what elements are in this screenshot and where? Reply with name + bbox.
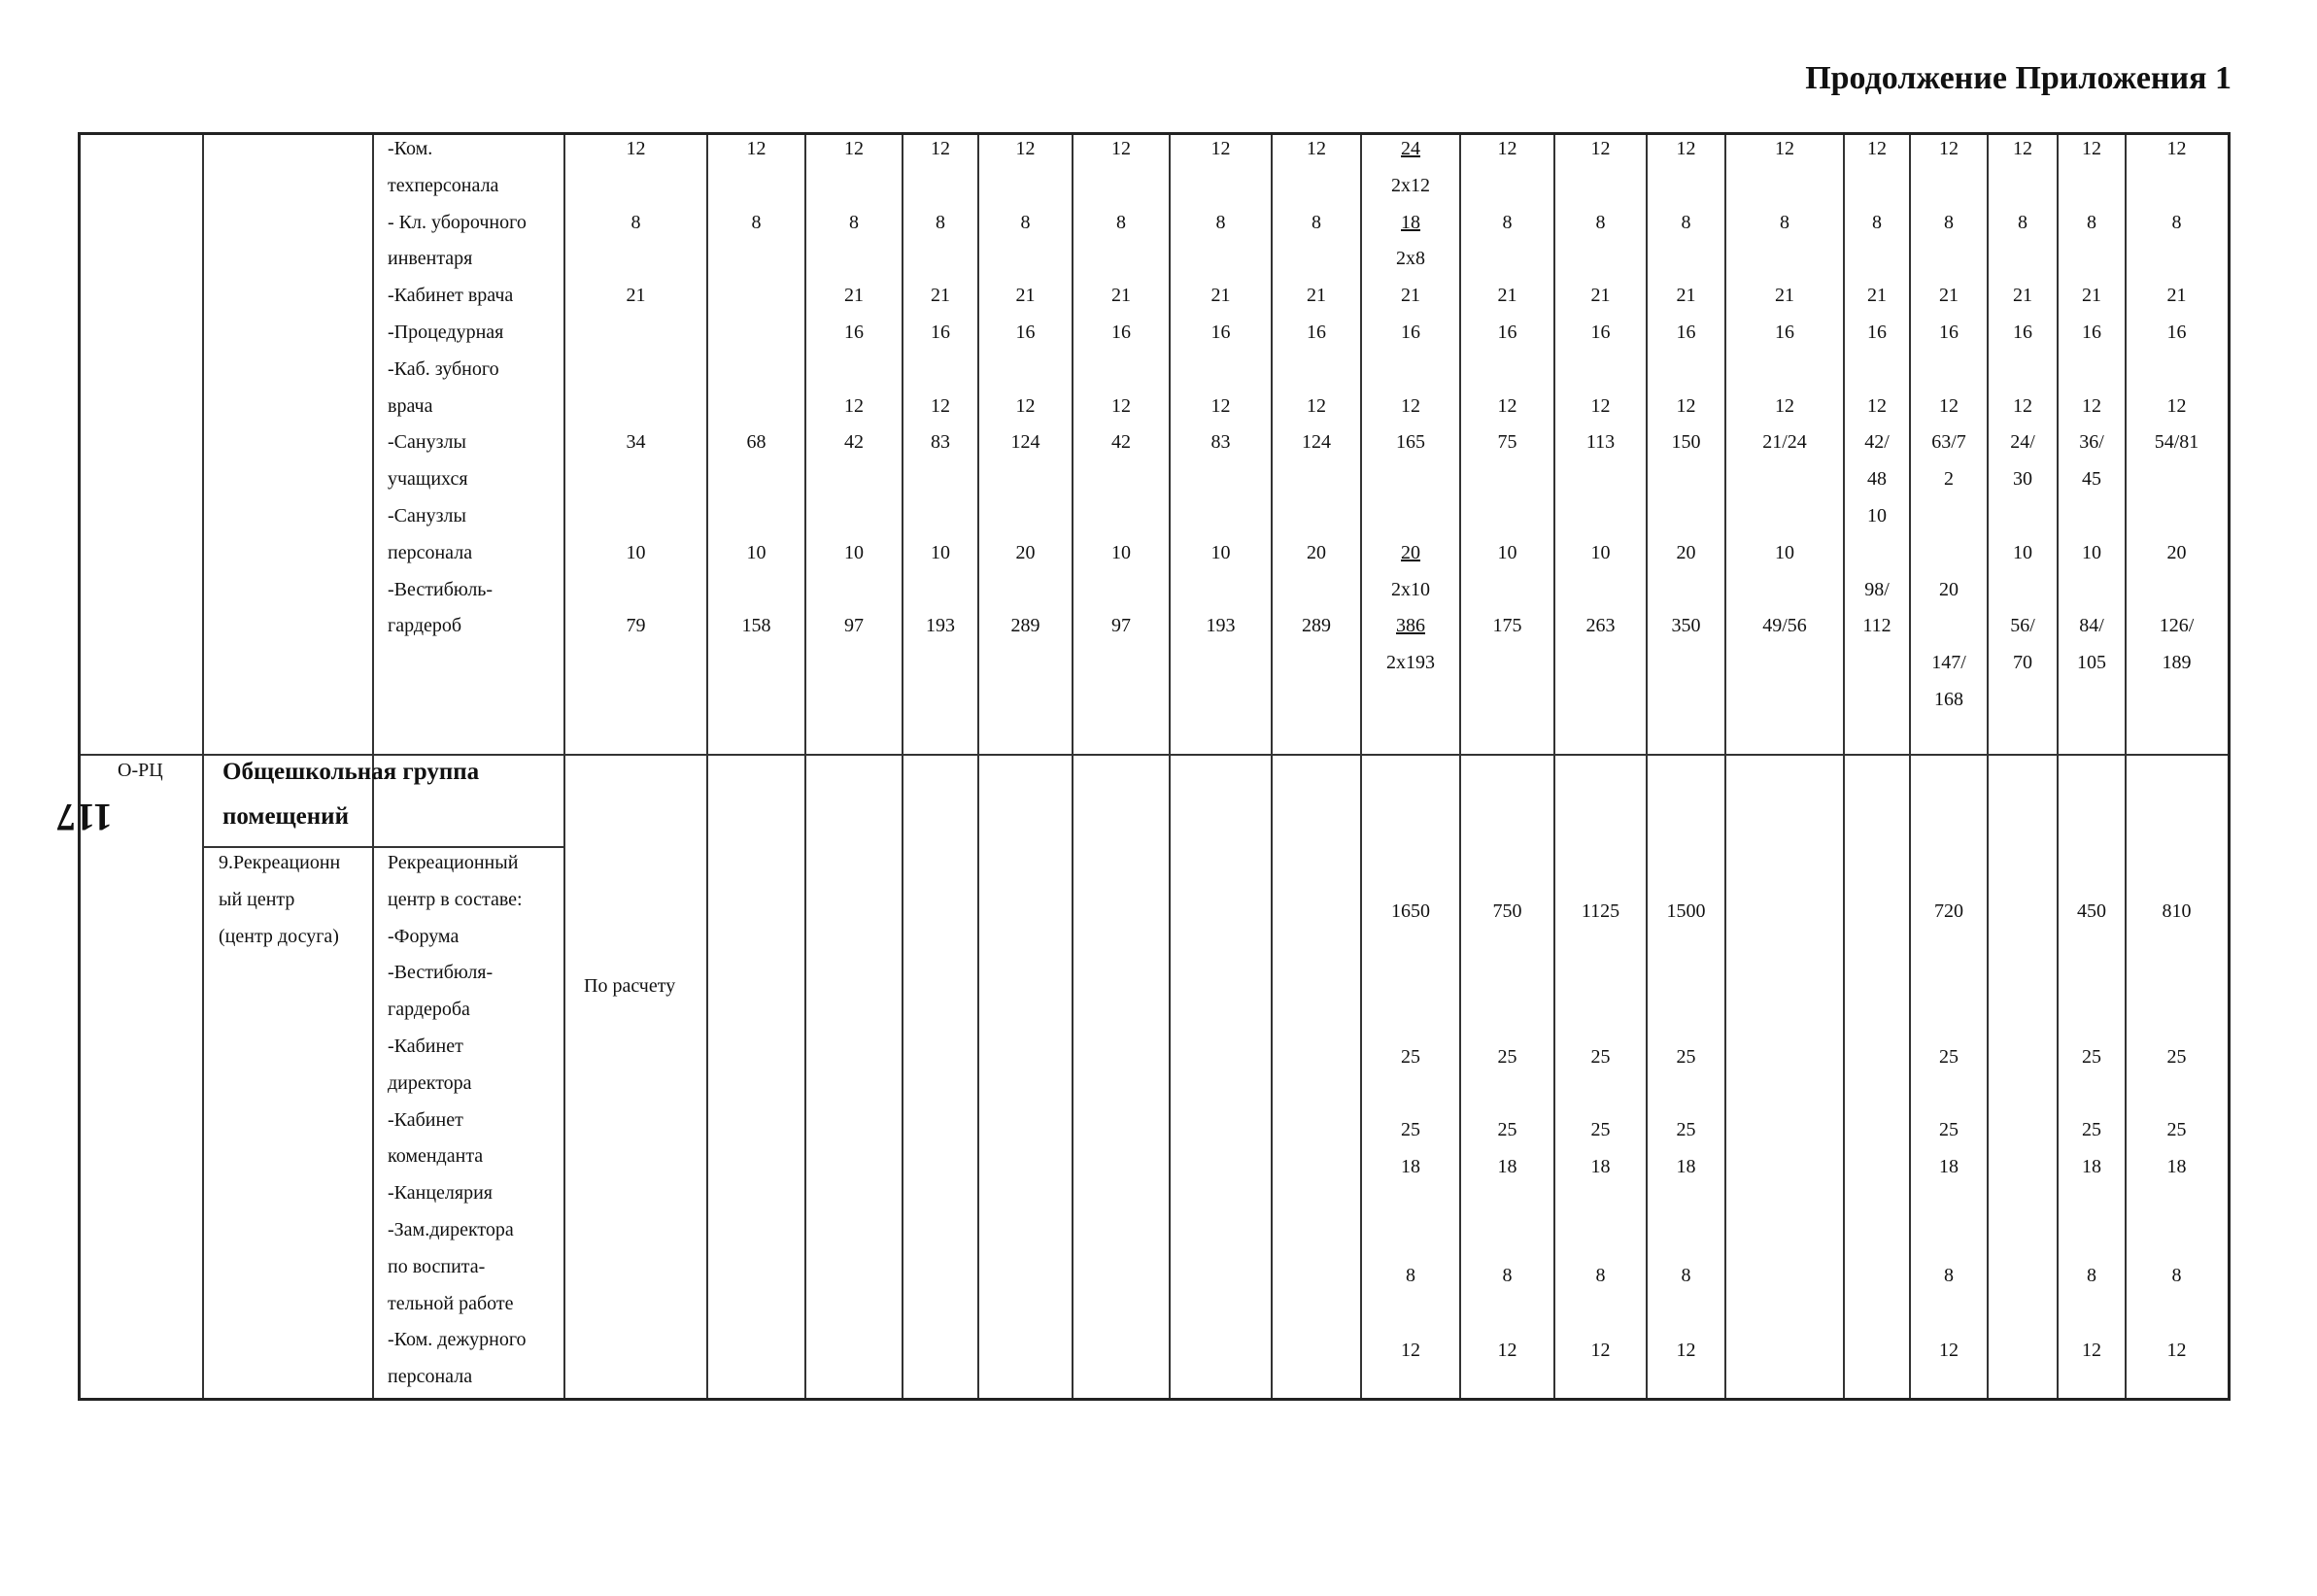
area-value: 16 bbox=[1401, 322, 1420, 343]
area-value: 21 bbox=[844, 285, 864, 307]
area-value: 36/ bbox=[2079, 431, 2104, 454]
area-value: 8 bbox=[1872, 211, 1882, 233]
area-value: 12 bbox=[1775, 394, 1794, 417]
area-value: 70 bbox=[2013, 652, 2032, 674]
area-value: 8 bbox=[751, 211, 762, 233]
area-value: 193 bbox=[926, 615, 955, 637]
area-value: 12 bbox=[1497, 138, 1517, 159]
area-value: 16 bbox=[1497, 322, 1517, 343]
area-value: 113 bbox=[1585, 431, 1616, 454]
room-label: врача bbox=[388, 394, 433, 417]
room-label: -Ком. дежурного bbox=[388, 1329, 527, 1351]
area-value: 450 bbox=[2077, 900, 2106, 922]
room-label: -Кабинет врача bbox=[388, 285, 514, 307]
area-value: 175 bbox=[1492, 615, 1522, 637]
area-value: 12 bbox=[626, 138, 646, 159]
area-value: 8 bbox=[1595, 211, 1606, 233]
room-label: гардероб bbox=[388, 615, 462, 637]
area-value: 10 bbox=[2082, 541, 2101, 563]
area-value: 8 bbox=[1502, 1265, 1513, 1286]
area-value: 8 bbox=[630, 211, 641, 233]
area-value: 21 bbox=[2082, 285, 2101, 307]
area-value: 24 bbox=[1401, 138, 1420, 159]
area-value: 289 bbox=[1010, 615, 1040, 637]
area-value: 18 bbox=[2166, 1156, 2187, 1177]
area-value: 12 bbox=[1210, 138, 1231, 159]
area-value: 12 bbox=[844, 138, 864, 159]
room-label: тельной работе bbox=[388, 1292, 514, 1314]
area-value: 12 bbox=[1676, 1340, 1696, 1361]
section-title: помещений bbox=[222, 803, 349, 830]
room-label: -Канцелярия bbox=[388, 1182, 493, 1205]
area-value: 83 bbox=[931, 431, 950, 454]
area-value: 12 bbox=[1307, 394, 1326, 417]
area-value: 25 bbox=[2166, 1046, 2187, 1068]
area-value: 21 bbox=[1015, 285, 1036, 307]
area-value: 34 bbox=[626, 431, 646, 454]
area-value: 18 bbox=[1401, 211, 1420, 233]
area-value: 45 bbox=[2082, 468, 2101, 491]
area-value: 98/ bbox=[1864, 578, 1890, 600]
area-value: 97 bbox=[844, 615, 864, 637]
area-value: 150 bbox=[1671, 431, 1701, 454]
area-value: 21 bbox=[1401, 285, 1420, 307]
area-value: 83 bbox=[1210, 431, 1231, 454]
area-value: 12 bbox=[1210, 394, 1231, 417]
area-value: 810 bbox=[2162, 900, 2192, 922]
room-label: -Кабинет bbox=[388, 1036, 463, 1057]
area-value: 10 bbox=[931, 541, 950, 563]
area-value: 8 bbox=[1406, 1265, 1415, 1286]
area-value: 21 bbox=[2013, 285, 2032, 307]
area-value: 21 bbox=[931, 285, 950, 307]
area-value: 16 bbox=[1775, 322, 1794, 343]
area-value: 21 bbox=[1210, 285, 1231, 307]
area-value: 10 bbox=[1210, 541, 1231, 563]
area-value: 48 bbox=[1867, 468, 1887, 491]
room-label: -Форума bbox=[388, 925, 460, 947]
area-value: 158 bbox=[741, 615, 771, 637]
area-value: 10 bbox=[746, 541, 767, 563]
area-value: 21 bbox=[1867, 285, 1887, 307]
area-value: 42/ bbox=[1864, 431, 1890, 454]
area-value: 8 bbox=[1502, 211, 1513, 233]
area-value: 21 bbox=[1939, 285, 1959, 307]
area-value: 8 bbox=[1681, 211, 1691, 233]
area-value: 25 bbox=[1590, 1119, 1611, 1140]
column-divider bbox=[563, 135, 565, 1398]
area-value: 189 bbox=[2162, 652, 2192, 674]
room-label: -Кабинет bbox=[388, 1108, 463, 1131]
area-value: 12 bbox=[1775, 138, 1794, 159]
area-value: 8 bbox=[2087, 1265, 2096, 1286]
area-value: 10 bbox=[626, 541, 646, 563]
area-value: 16 bbox=[1867, 322, 1887, 343]
area-value: 8 bbox=[2087, 211, 2096, 233]
area-value: 12 bbox=[2082, 394, 2101, 417]
area-value: 8 bbox=[1116, 211, 1126, 233]
area-value: 386 bbox=[1396, 615, 1425, 637]
area-value: 10 bbox=[844, 541, 864, 563]
area-value: 8 bbox=[849, 211, 859, 233]
area-value: 21 bbox=[2166, 285, 2187, 307]
area-value: 25 bbox=[1939, 1046, 1959, 1068]
area-value: 12 bbox=[1307, 138, 1326, 159]
area-value: 25 bbox=[1401, 1046, 1420, 1068]
area-value: 18 bbox=[1401, 1156, 1420, 1177]
area-value: 20 bbox=[1015, 541, 1036, 563]
area-value: 1500 bbox=[1666, 900, 1706, 922]
room-label: -Санузлы bbox=[388, 431, 466, 454]
room-label: Рекреационный bbox=[388, 852, 519, 873]
room-label: -Санузлы bbox=[388, 505, 466, 526]
area-value: 75 bbox=[1497, 431, 1517, 454]
area-value: 8 bbox=[1312, 211, 1321, 233]
area-value: 12 bbox=[746, 138, 767, 159]
area-value: 10 bbox=[2013, 541, 2032, 563]
title-underline-rule bbox=[203, 846, 564, 848]
area-value: 21 bbox=[1111, 285, 1131, 307]
room-label: центр в составе: bbox=[388, 888, 523, 910]
area-value: 8 bbox=[936, 211, 945, 233]
area-value: 20 bbox=[1676, 541, 1696, 563]
area-value: 193 bbox=[1206, 615, 1236, 637]
area-value: 12 bbox=[1111, 138, 1131, 159]
area-value: 21 bbox=[626, 285, 646, 307]
area-value: 25 bbox=[1497, 1119, 1517, 1140]
section-title: Общешкольная группа bbox=[222, 759, 480, 785]
column-divider bbox=[202, 135, 204, 1398]
area-value: 8 bbox=[1020, 211, 1031, 233]
room-label: учащихся bbox=[388, 468, 468, 491]
area-value: 124 bbox=[1302, 431, 1331, 454]
area-value: 720 bbox=[1934, 900, 1963, 922]
area-value: 79 bbox=[626, 615, 646, 637]
area-value: 12 bbox=[1401, 1340, 1420, 1361]
area-value: 1650 bbox=[1391, 900, 1430, 922]
room-label: директора bbox=[388, 1071, 472, 1094]
area-value: 8 bbox=[1595, 1265, 1606, 1286]
area-value: 18 bbox=[1939, 1156, 1959, 1177]
area-value: 21 bbox=[1676, 285, 1696, 307]
area-value: 16 bbox=[2166, 322, 2187, 343]
area-value: 1125 bbox=[1581, 900, 1620, 922]
room-label: -Ком. bbox=[388, 138, 433, 159]
area-value: 16 bbox=[1676, 322, 1696, 343]
area-value: 12 bbox=[2082, 138, 2101, 159]
area-value: 24/ bbox=[2010, 431, 2035, 454]
area-value: 12 bbox=[1939, 1340, 1959, 1361]
room-label: персонала bbox=[388, 541, 473, 563]
area-value: 12 bbox=[2166, 1340, 2187, 1361]
area-value: 8 bbox=[1944, 1265, 1954, 1286]
area-value: 25 bbox=[1590, 1046, 1611, 1068]
area-value: 10 bbox=[1497, 541, 1517, 563]
area-value: 10 bbox=[1775, 541, 1794, 563]
area-value: 2 bbox=[1944, 468, 1954, 491]
area-value: 12 bbox=[1676, 394, 1696, 417]
area-value: 12 bbox=[1590, 1340, 1611, 1361]
area-value: 25 bbox=[1401, 1119, 1420, 1140]
area-value: 97 bbox=[1111, 615, 1131, 637]
subgroup-label: (центр досуга) bbox=[219, 925, 339, 947]
area-table bbox=[78, 132, 2231, 1401]
area-value: 21 bbox=[1775, 285, 1794, 307]
area-value: 112 bbox=[1862, 615, 1891, 637]
room-label: -Вестибюля- bbox=[388, 962, 494, 984]
area-value: 10 bbox=[1590, 541, 1611, 563]
area-value: 18 bbox=[1590, 1156, 1611, 1177]
area-value: 12 bbox=[931, 394, 950, 417]
area-value: 168 bbox=[1934, 689, 1963, 710]
area-value: 25 bbox=[2082, 1119, 2101, 1140]
area-value: 8 bbox=[2018, 211, 2027, 233]
area-value: 2x10 bbox=[1391, 578, 1430, 600]
room-label: -Каб. зубного bbox=[388, 357, 499, 380]
area-value: 25 bbox=[2166, 1119, 2187, 1140]
area-value: 16 bbox=[2082, 322, 2101, 343]
area-value: 124 bbox=[1010, 431, 1040, 454]
area-value: 8 bbox=[2171, 1265, 2182, 1286]
room-label: техперсонала bbox=[388, 174, 499, 196]
area-value: 25 bbox=[2082, 1046, 2101, 1068]
area-value: 12 bbox=[1015, 138, 1036, 159]
area-value: 12 bbox=[1015, 394, 1036, 417]
area-value: 12 bbox=[1939, 138, 1959, 159]
area-value: 68 bbox=[746, 431, 767, 454]
area-value: 49/56 bbox=[1762, 615, 1807, 637]
area-value: 20 bbox=[1401, 541, 1420, 563]
area-value: 12 bbox=[1867, 138, 1887, 159]
room-label: персонала bbox=[388, 1366, 473, 1388]
area-value: 289 bbox=[1302, 615, 1331, 637]
room-label: - Кл. уборочного bbox=[388, 211, 527, 233]
area-value: 12 bbox=[1401, 394, 1420, 417]
area-value: 18 bbox=[2082, 1156, 2101, 1177]
area-value: 12 bbox=[1590, 394, 1611, 417]
area-value: 16 bbox=[1111, 322, 1131, 343]
area-value: 12 bbox=[1676, 138, 1696, 159]
area-value: 105 bbox=[2077, 652, 2106, 674]
area-value: 18 bbox=[1497, 1156, 1517, 1177]
area-value: 165 bbox=[1396, 431, 1425, 454]
area-value: 54/81 bbox=[2154, 431, 2199, 454]
subgroup-label: ый центр bbox=[219, 888, 295, 910]
area-value: 12 bbox=[2082, 1340, 2101, 1361]
area-value: 16 bbox=[1210, 322, 1231, 343]
area-value: 42 bbox=[844, 431, 864, 454]
area-value: 8 bbox=[2171, 211, 2182, 233]
calculation-note: По расчету bbox=[584, 975, 676, 997]
area-value: 20 bbox=[1939, 578, 1959, 600]
room-label: коменданта bbox=[388, 1145, 484, 1168]
subgroup-label: 9.Рекреационн bbox=[219, 852, 341, 873]
area-value: 350 bbox=[1671, 615, 1701, 637]
area-value: 12 bbox=[1867, 394, 1887, 417]
area-value: 8 bbox=[1780, 211, 1789, 233]
area-value: 8 bbox=[1944, 211, 1954, 233]
room-label: инвентаря bbox=[388, 248, 473, 270]
area-value: 25 bbox=[1939, 1119, 1959, 1140]
area-value: 12 bbox=[2013, 394, 2032, 417]
area-value: 16 bbox=[1939, 322, 1959, 343]
area-value: 21 bbox=[1307, 285, 1326, 307]
area-value: 16 bbox=[1590, 322, 1611, 343]
area-value: 25 bbox=[1676, 1119, 1696, 1140]
area-value: 21 bbox=[1497, 285, 1517, 307]
area-value: 147/ bbox=[1931, 652, 1966, 674]
area-value: 126/ bbox=[2159, 615, 2195, 637]
section-divider bbox=[81, 754, 2228, 756]
area-value: 42 bbox=[1111, 431, 1131, 454]
area-value: 12 bbox=[931, 138, 950, 159]
area-value: 12 bbox=[2166, 394, 2187, 417]
room-label: гардероба bbox=[388, 999, 470, 1021]
area-value: 16 bbox=[931, 322, 950, 343]
area-value: 10 bbox=[1867, 505, 1887, 526]
area-value: 12 bbox=[2166, 138, 2187, 159]
area-value: 12 bbox=[1939, 394, 1959, 417]
area-value: 12 bbox=[2013, 138, 2032, 159]
area-value: 25 bbox=[1676, 1046, 1696, 1068]
area-value: 16 bbox=[2013, 322, 2032, 343]
area-value: 12 bbox=[1111, 394, 1131, 417]
area-value: 2x193 bbox=[1386, 652, 1435, 674]
area-value: 12 bbox=[844, 394, 864, 417]
column-divider bbox=[706, 135, 708, 1398]
room-label: -Зам.директора bbox=[388, 1219, 514, 1240]
group-code: О-РЦ bbox=[118, 760, 163, 781]
area-value: 750 bbox=[1492, 900, 1522, 922]
page-number: 117 bbox=[56, 796, 113, 839]
area-value: 21 bbox=[1590, 285, 1611, 307]
area-value: 2x8 bbox=[1396, 248, 1425, 270]
room-label: -Процедурная bbox=[388, 322, 504, 343]
area-value: 18 bbox=[1676, 1156, 1696, 1177]
area-value: 30 bbox=[2013, 468, 2032, 491]
room-label: -Вестибюль- bbox=[388, 578, 494, 600]
area-value: 84/ bbox=[2079, 615, 2104, 637]
area-value: 21/24 bbox=[1762, 431, 1807, 454]
area-value: 16 bbox=[1307, 322, 1326, 343]
area-value: 8 bbox=[1215, 211, 1226, 233]
area-value: 12 bbox=[1590, 138, 1611, 159]
area-value: 8 bbox=[1681, 1265, 1691, 1286]
page-header-title: Продолжение Приложения 1 bbox=[1805, 60, 2232, 96]
area-value: 12 bbox=[1497, 394, 1517, 417]
area-value: 2x12 bbox=[1391, 174, 1430, 196]
area-value: 263 bbox=[1585, 615, 1616, 637]
area-value: 10 bbox=[1111, 541, 1131, 563]
area-value: 25 bbox=[1497, 1046, 1517, 1068]
area-value: 56/ bbox=[2010, 615, 2035, 637]
area-value: 20 bbox=[2166, 541, 2187, 563]
area-value: 12 bbox=[1497, 1340, 1517, 1361]
area-value: 63/7 bbox=[1931, 431, 1966, 454]
area-value: 16 bbox=[844, 322, 864, 343]
room-label: по воспита- bbox=[388, 1255, 486, 1277]
area-value: 20 bbox=[1307, 541, 1326, 563]
area-value: 16 bbox=[1015, 322, 1036, 343]
